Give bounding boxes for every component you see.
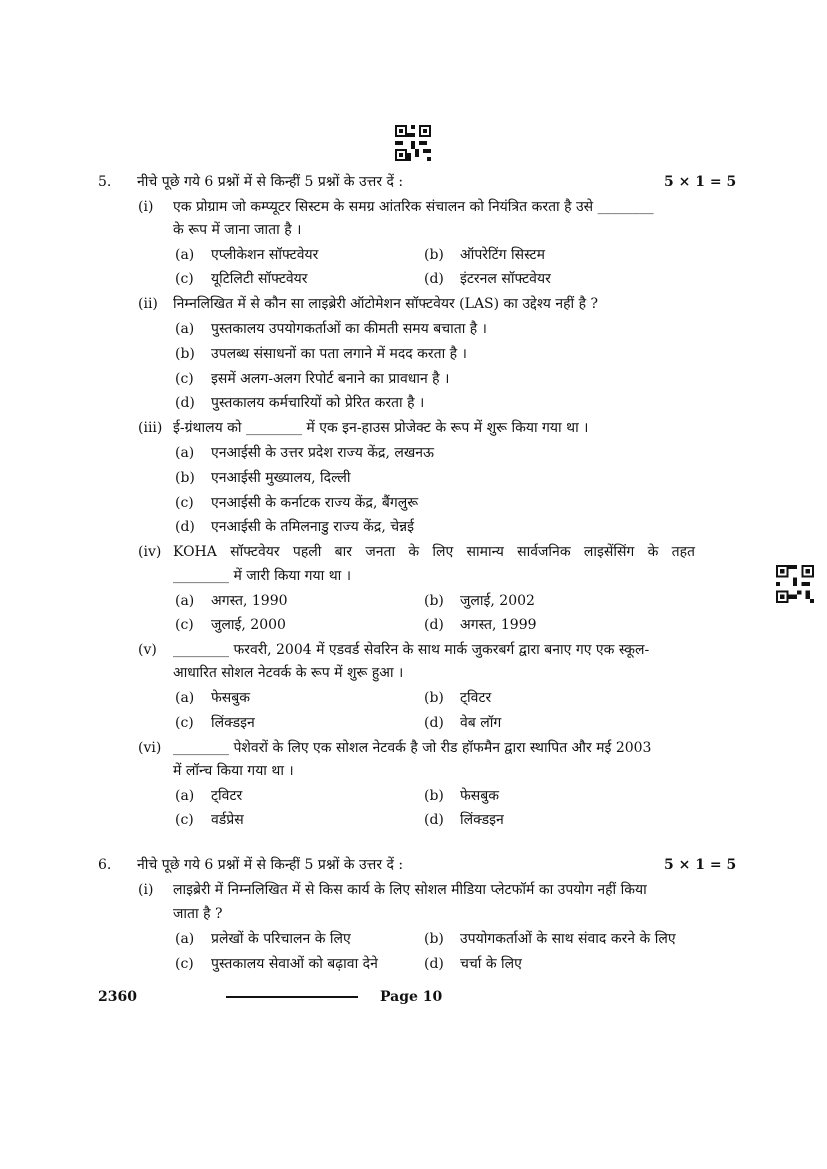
option-text: एनआईसी मुख्यालय, दिल्ली (211, 470, 351, 486)
option-text: एप्लीकेशन सॉफ्टवेयर (211, 247, 319, 263)
paper-code: 2360 (98, 989, 137, 1005)
part-text-line: के रूप में जाना जाता है । (173, 222, 302, 238)
question-5-number: 5. (98, 174, 112, 190)
part-label: (vi) (138, 740, 162, 756)
option-text: यूटिलिटी सॉफ्टवेयर (211, 271, 308, 287)
page-number: Page 10 (380, 989, 443, 1005)
question-6-marks: 5 × 1 = 5 (664, 857, 737, 873)
option-label: (b) (175, 470, 195, 486)
footer-rule (226, 996, 358, 998)
option-text: जुलाई, 2002 (460, 593, 535, 609)
part-text-line: एक प्रोग्राम जो कम्प्यूटर सिस्टम के समग्र आंतरिक संचालन को नियंत्रित करता है उसे ________ (173, 199, 654, 215)
option-label: (a) (175, 247, 195, 263)
option-text: एनआईसी के तमिलनाडु राज्य केंद्र, चेन्नई (211, 519, 415, 535)
option-text: प्रलेखों के परिचालन के लिए (211, 931, 351, 947)
option-label: (d) (424, 271, 444, 287)
option-label: (b) (424, 593, 444, 609)
part-text-line: जाता है ? (173, 906, 223, 922)
question-6-number: 6. (98, 857, 112, 873)
option-text: लिंक्डइन (211, 715, 255, 731)
option-label: (d) (175, 395, 195, 411)
option-label: (c) (175, 812, 194, 828)
option-text: इंटरनल सॉफ्टवेयर (460, 271, 551, 287)
option-label: (b) (424, 931, 444, 947)
part-label: (iv) (138, 544, 162, 560)
option-text: जुलाई, 2000 (211, 617, 286, 633)
part-text-line: ________ पेशेवरों के लिए एक सोशल नेटवर्क है जो रीड हॉफमैन द्वारा स्थापित और मई 2003 (173, 740, 652, 756)
option-label: (b) (424, 247, 444, 263)
option-text: लिंक्डइन (460, 812, 504, 828)
part-label: (v) (138, 642, 157, 658)
question-5-instruction: नीचे पूछे गये 6 प्रश्नों में से किन्हीं 5 प्रश्नों के उत्तर दें : (137, 174, 404, 190)
part-text-line: आधारित सोशल नेटवर्क के रूप में शुरू हुआ । (173, 665, 404, 681)
option-text: अगस्त, 1990 (211, 593, 288, 609)
option-label: (c) (175, 956, 194, 972)
option-text: पुस्तकालय कर्मचारियों को प्रेरित करता है । (211, 395, 425, 411)
option-label: (a) (175, 445, 195, 461)
option-text: उपयोगकर्ताओं के साथ संवाद करने के लिए (460, 931, 676, 947)
option-text: पुस्तकालय उपयोगकर्ताओं का कीमती समय बचाता है । (211, 321, 487, 337)
part-text-line: ई-ग्रंथालय को ________ में एक इन-हाउस प्रोजेक्ट के रूप में शुरू किया गया था । (173, 420, 589, 436)
option-label: (d) (424, 617, 444, 633)
option-text: फेसबुक (460, 788, 500, 804)
option-label: (b) (175, 346, 195, 362)
option-label: (c) (175, 271, 194, 287)
option-label: (b) (424, 690, 444, 706)
part-text-line: ________ में जारी किया गया था । (173, 568, 352, 584)
option-label: (c) (175, 617, 194, 633)
option-text: वर्डप्रेस (211, 812, 244, 828)
option-text: फेसबुक (211, 690, 251, 706)
option-label: (d) (175, 519, 195, 535)
option-label: (d) (424, 715, 444, 731)
question-6-instruction: नीचे पूछे गये 6 प्रश्नों में से किन्हीं 5 प्रश्नों के उत्तर दें : (137, 857, 404, 873)
option-text: ऑपरेटिंग सिस्टम (460, 247, 545, 263)
option-text: इसमें अलग-अलग रिपोर्ट बनाने का प्रावधान है । (211, 371, 450, 387)
qr-code-side (776, 565, 814, 603)
part-text-line: में लॉन्च किया गया था । (173, 763, 294, 779)
option-label: (d) (424, 812, 444, 828)
part-label: (i) (138, 199, 154, 215)
option-text: ट्विटर (211, 788, 243, 804)
option-label: (a) (175, 690, 195, 706)
option-label: (c) (175, 371, 194, 387)
part-label: (ii) (138, 296, 158, 312)
option-text: एनआईसी के उत्तर प्रदेश राज्य केंद्र, लखनऊ (211, 445, 435, 461)
part-text-line: लाइब्रेरी में निम्नलिखित में से किस कार्य के लिए सोशल मीडिया प्लेटफॉर्म का उपयोग नहीं किया (173, 882, 647, 898)
option-text: चर्चा के लिए (460, 956, 522, 972)
option-label: (a) (175, 788, 195, 804)
option-label: (c) (175, 715, 194, 731)
option-label: (a) (175, 931, 195, 947)
option-label: (c) (175, 495, 194, 511)
option-text: पुस्तकालय सेवाओं को बढ़ावा देने (211, 956, 378, 972)
part-text-line: निम्नलिखित में से कौन सा लाइब्रेरी ऑटोमेशन सॉफ्टवेयर (LAS) का उद्देश्य नहीं है ? (173, 296, 599, 312)
option-text: ट्विटर (460, 690, 492, 706)
option-label: (b) (424, 788, 444, 804)
option-text: वेब लॉग (460, 715, 502, 731)
part-text-line: KOHA सॉफ्टवेयर पहली बार जनता के लिए सामान्य सार्वजनिक लाइसेंसिंग के तहत (173, 544, 695, 560)
option-text: एनआईसी के कर्नाटक राज्य केंद्र, बैंगलुरू (211, 495, 419, 511)
option-text: उपलब्ध संसाधनों का पता लगाने में मदद करता है । (211, 346, 467, 362)
question-5-marks: 5 × 1 = 5 (664, 174, 737, 190)
part-label: (i) (138, 882, 154, 898)
qr-code-top (395, 125, 431, 161)
part-text-line: ________ फरवरी, 2004 में एडवर्ड सेवरिन के साथ मार्क जुकरबर्ग द्वारा बनाए गए एक स्कूल- (173, 642, 650, 658)
option-label: (a) (175, 593, 195, 609)
part-label: (iii) (138, 420, 163, 436)
option-text: अगस्त, 1999 (460, 617, 537, 633)
option-label: (d) (424, 956, 444, 972)
option-label: (a) (175, 321, 195, 337)
